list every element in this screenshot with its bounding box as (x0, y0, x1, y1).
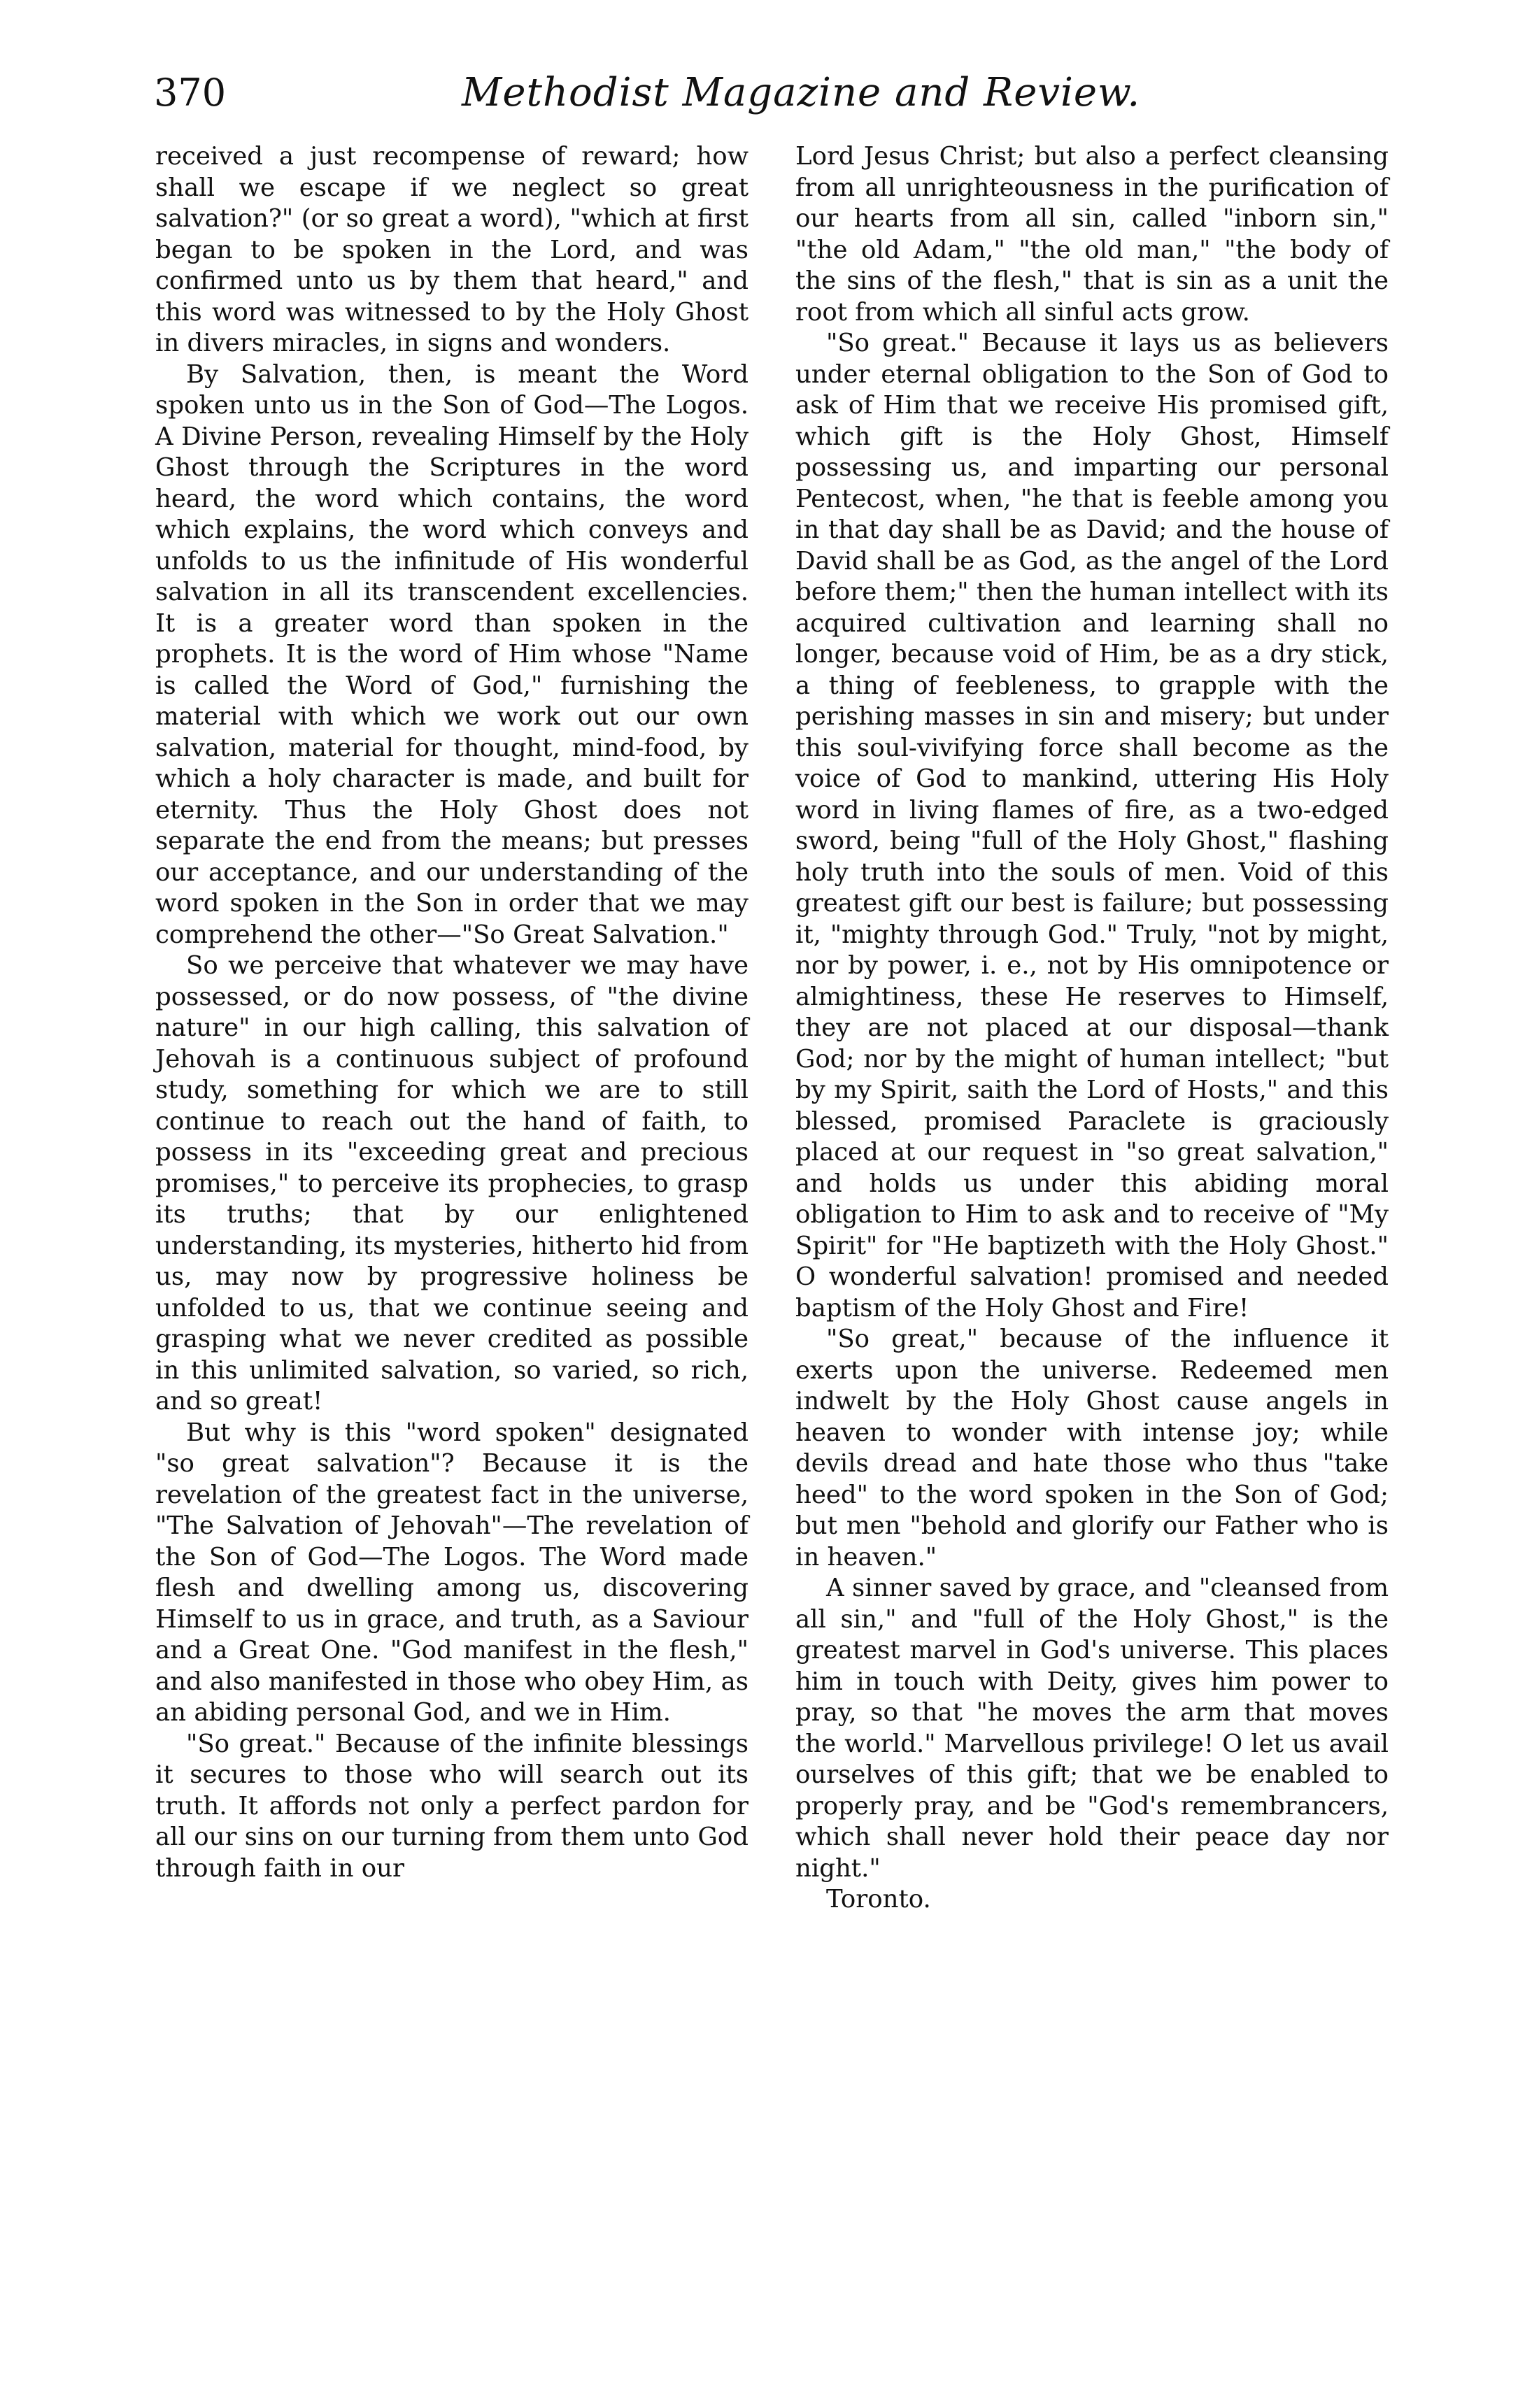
paragraph: "So great." Because of the infinite blessings it secures to those who will search out its truth. It affords not only a perfect pardon for all our sins on our turning from them unto God through faith in our (155, 1729, 749, 1883)
page-header (154, 62, 1141, 124)
paragraph: Lord Jesus Christ; but also a perfect cleansing from all unrighteousness in the purification of our hearts from all sin, called "inborn sin," "the old Adam," "the old man," "the body of the sins of the flesh," that is sin as a unit the root from which all sinful acts grow. (795, 142, 1389, 327)
page-number: 370 (154, 71, 227, 115)
paragraph: But why is this "word spoken" designated "so great salvation"? Because it is the revelation of the greatest fact in the universe, "The Salvation of Jehovah"—The revelation of the Son of God—The Logos. The Word made flesh and dwelling among us, discovering Himself to us in grace, and truth, as a Saviour and a Great One. "God manifest in the flesh," and also manifested in those who obey Him, as an abiding personal God, and we in Him. (155, 1418, 749, 1727)
paragraph: "So great," because of the influence it exerts upon the universe. Redeemed men indwelt by the Holy Ghost cause angels in heaven to wonder with intense joy; while devils dread and hate those who thus "take heed" to the word spoken in the Son of God; but men "behold and glorify our Father who is in heaven." (795, 1325, 1389, 1572)
running-title: Methodist Magazine and Review. (462, 70, 1141, 115)
paragraph: received a just recompense of reward; how shall we escape if we neglect so great salvation?" (or so great a word), "which at first began to be spoken in the Lord, and was confirmed unto us by them that heard," and this word was witnessed to by the Holy Ghost in divers miracles, in signs and wonders. (155, 142, 749, 357)
signature-location: Toronto. (826, 1885, 931, 1914)
left-column (155, 141, 749, 1884)
paragraph: "So great." Because it lays us as believers under eternal obligation to the Son of God to ask of Him that we receive His promised gift, which gift is the Holy Ghost, Himself possessing us, and imparting our personal Pentecost, when, "he that is feeble among you in that day shall be as David; and the house of David shall be as God, as the angel of the Lord before them;" then the human intellect with its acquired cultivation and learning shall no longer, because void of Him, be as a dry stick, a thing of feebleness, to grapple with the perishing masses in sin and misery; but under this soul-vivifying force shall become as the voice of God to mankind, uttering His Holy word in living flames of fire, as a two-edged sword, being "full of the Holy Ghost," flashing holy truth into the souls of men. Void of this greatest gift our best is failure; but possessing it, "mighty through God." Truly, "not by might, nor by power, i. e., not by His omnipotence or almightiness, these He reserves to Himself, they are not placed at our disposal—thank God; nor by the might of human intellect; "but by my Spirit, saith the Lord of Hosts," and this blessed, promised Paraclete is graciously placed at our request in "so great salvation," and holds us under this abiding moral obligation to Him to ask and to receive of "My Spirit" for "He baptizeth with the Holy Ghost." O wonderful salvation! promised and needed baptism of the Holy Ghost and Fire! (795, 329, 1389, 1323)
paragraph: A sinner saved by grace, and "cleansed from all sin," and "full of the Holy Ghost," is the greatest marvel in God's universe. This places him in touch with Deity, gives him power to pray, so that "he moves the arm that moves the world." Marvellous privilege! O let us avail ourselves of this gift; that we be enabled to properly pray, and be "God's remembrancers, which shall never hold their peace day nor night." (795, 1574, 1389, 1883)
paragraph: So we perceive that whatever we may have possessed, or do now possess, of "the divine nature" in our high calling, this salvation of Jehovah is a continuous subject of profound study, something for which we are to still continue to reach out the hand of faith, to possess in its "exceeding great and precious promises," to perceive its prophecies, to grasp its truths; that by our enlightened understanding, its mysteries, hitherto hid from us, may now by progressive holiness be unfolded to us, that we continue seeing and grasping what we never credited as possible in this unlimited salvation, so varied, so rich, and so great! (155, 951, 749, 1416)
right-column (795, 141, 1389, 1916)
paragraph: By Salvation, then, is meant the Word spoken unto us in the Son of God—The Logos. A Divine Person, revealing Himself by the Holy Ghost through the Scriptures in the word heard, the word which contains, the word which explains, the word which conveys and unfolds to us the infinitude of His wonderful salvation in all its transcendent excellencies. It is a greater word than spoken in the prophets. It is the word of Him whose "Name is called the Word of God," furnishing the material with which we work out our own salvation, material for thought, mind-food, by which a holy character is made, and built for eternity. Thus the Holy Ghost does not separate the end from the means; but presses our acceptance, and our understanding of the word spoken in the Son in order that we may comprehend the other—"So Great Salvation." (155, 359, 749, 949)
